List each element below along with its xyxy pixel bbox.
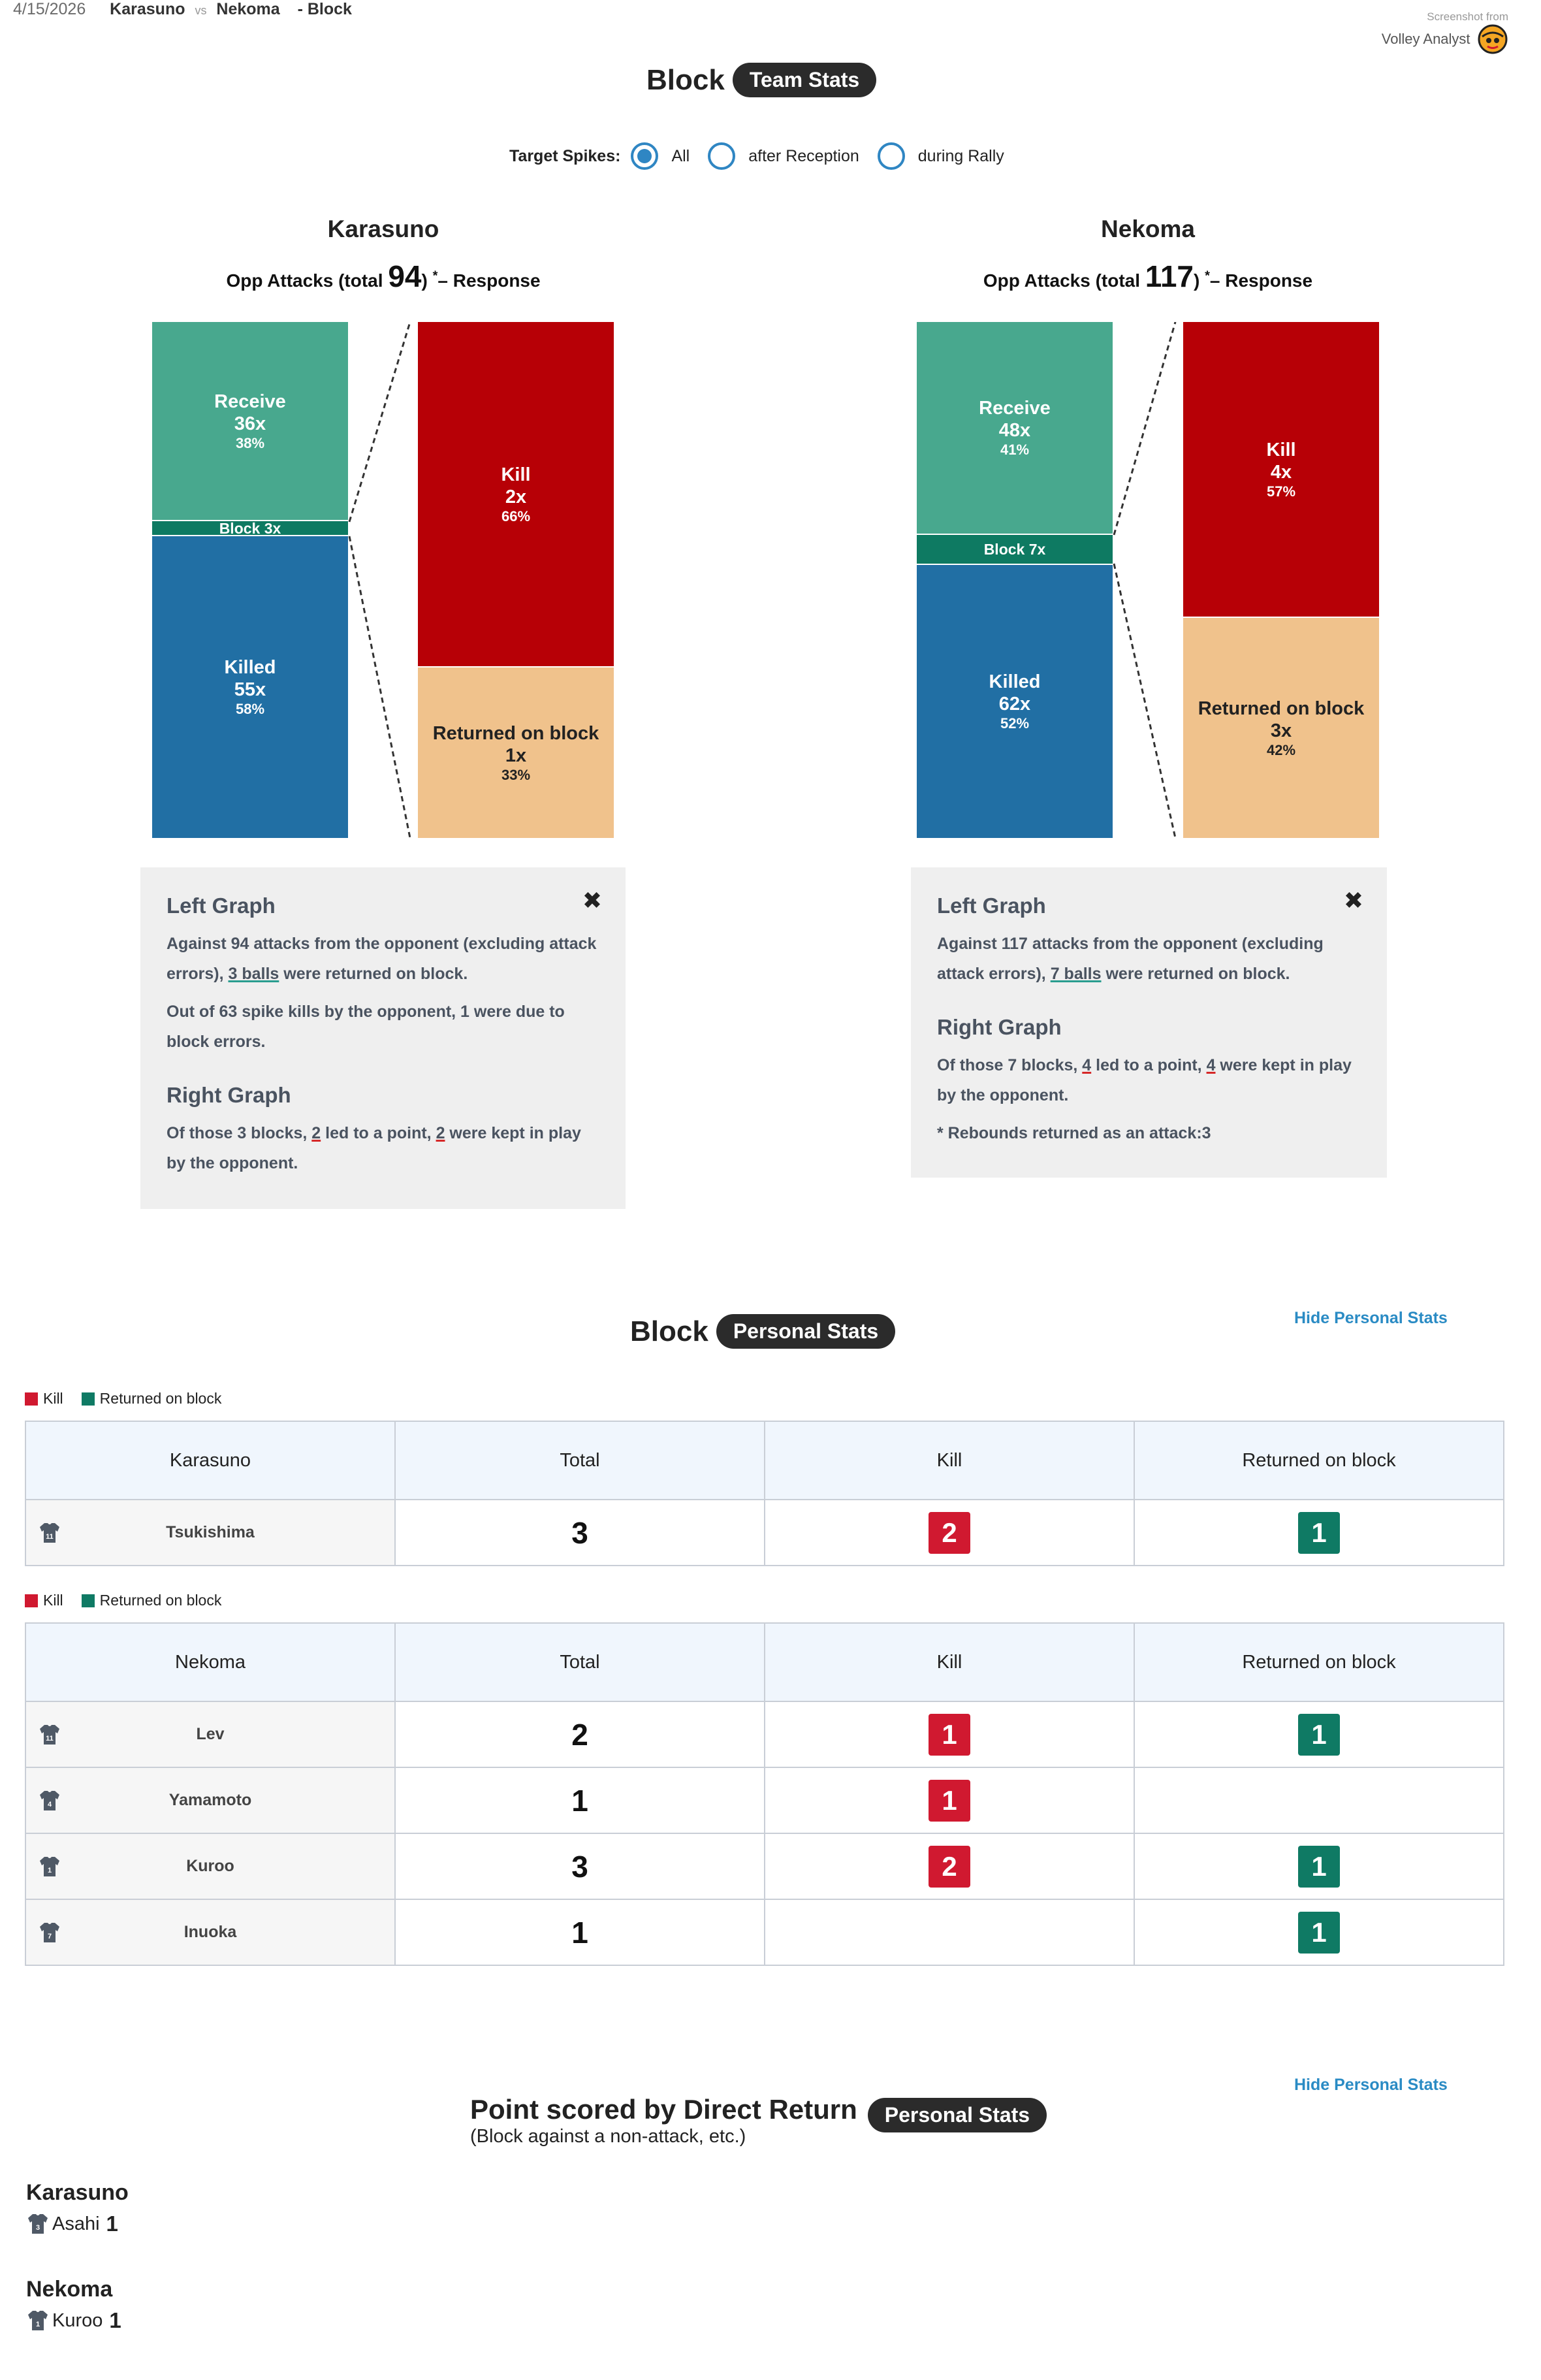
segment-pct: 66% (501, 507, 531, 524)
returned-cell (1134, 1833, 1504, 1899)
opp-attacks-asterisk: * (432, 268, 438, 283)
jersey-number: 3 (35, 2224, 40, 2232)
app-logo-icon (1477, 24, 1508, 55)
opp-attacks-close: ) (421, 270, 428, 291)
total-column-header[interactable]: Total (395, 1623, 765, 1701)
table-header-row (25, 1623, 1504, 1701)
kill-cell (765, 1701, 1134, 1767)
table-header-row (25, 1421, 1504, 1500)
segment-label: Kill (501, 464, 531, 485)
returned-cell (1134, 1899, 1504, 1965)
info-balls-highlight: 7 balls (1050, 965, 1102, 983)
karasuno-returned-segment (418, 667, 614, 838)
nekoma-info-box (911, 867, 1387, 1178)
personal-stats-legend (25, 1592, 240, 1609)
player-name[interactable]: Kuroo (186, 1857, 234, 1875)
segment-label: Killed (989, 671, 1041, 692)
kill-cell (765, 1833, 1134, 1899)
karasuno-killed-segment (152, 536, 348, 838)
opp-attacks-suffix: – Response (1209, 270, 1313, 291)
kill-cell (765, 1899, 1134, 1965)
left-graph-text (167, 929, 599, 989)
direct-return-subtitle: (Block against a non-attack, etc.) (470, 2126, 746, 2147)
direct-return-heading (470, 2086, 1047, 2147)
rebounds-note: * Rebounds returned as an attack:3 (937, 1124, 1211, 1142)
table-row (25, 1833, 1504, 1899)
right-graph-text (937, 1050, 1361, 1110)
direct-return-player (26, 2308, 121, 2333)
direct-return-pill: Personal Stats (868, 2098, 1047, 2132)
kill-column-header[interactable]: Kill (765, 1623, 1134, 1701)
returned-legend-swatch (82, 1594, 95, 1607)
close-icon[interactable]: ✖ (1343, 887, 1363, 914)
radio-during-rally-label: during Rally (917, 146, 1004, 165)
target-spikes-filter (509, 142, 1023, 170)
karasuno-block-segment (152, 520, 348, 536)
player-cell (25, 1701, 395, 1767)
total-cell: 1 (395, 1899, 765, 1965)
opp-attacks-suffix: – Response (437, 270, 541, 291)
player-cell (25, 1833, 395, 1899)
home-team-name: Karasuno (110, 0, 185, 18)
match-header (13, 0, 352, 19)
radio-after-reception-circle[interactable] (708, 142, 735, 170)
personal-stats-title: Block (630, 1315, 708, 1347)
returned-count-badge: 1 (1298, 1912, 1340, 1954)
info-text: Of those 3 blocks, (167, 1124, 312, 1142)
close-icon[interactable]: ✖ (582, 887, 602, 914)
jersey-icon (38, 1723, 61, 1746)
direct-return-title: Point scored by Direct Return (470, 2093, 857, 2125)
returned-cell (1134, 1701, 1504, 1767)
kill-cell (765, 1767, 1134, 1833)
nekoma-panel-title: Nekoma (1101, 216, 1195, 242)
nekoma-block-segment (917, 534, 1113, 565)
returned-count-badge: 1 (1298, 1512, 1340, 1554)
personal-stats-heading (630, 1314, 895, 1349)
info-text: were returned on block. (1101, 965, 1290, 983)
radio-after-reception[interactable] (708, 142, 859, 170)
jersey-number: 1 (35, 2321, 40, 2328)
segment-pct: 52% (1000, 715, 1030, 732)
radio-during-rally-circle[interactable] (878, 142, 905, 170)
target-spikes-label: Target Spikes: (509, 146, 621, 165)
returned-legend-swatch (82, 1392, 95, 1406)
left-graph-title: Left Graph (937, 893, 1046, 918)
right-graph-title: Right Graph (937, 1015, 1062, 1039)
total-cell: 3 (395, 1833, 765, 1899)
kill-count-badge: 1 (929, 1714, 970, 1756)
info-points-highlight: 4 (1082, 1056, 1092, 1074)
kill-count-badge: 2 (929, 1846, 970, 1888)
segment-label: Receive (214, 391, 286, 412)
radio-selected-dot (637, 149, 652, 163)
info-text: were kept in play by the opponent. (937, 1056, 1352, 1104)
karasuno-block-table (25, 1421, 1504, 1566)
karasuno-connector-lines (348, 322, 418, 839)
team-stats-pill: Team Stats (733, 63, 876, 97)
segment-label: Kill (1266, 439, 1296, 460)
app-name: Volley Analyst (1381, 31, 1470, 47)
personal-stats-legend (25, 1390, 240, 1407)
kill-count-badge: 1 (929, 1780, 970, 1822)
direct-return-count: 1 (106, 2211, 118, 2236)
info-text: were returned on block. (279, 965, 468, 983)
segment-count: 1x (505, 745, 527, 766)
opp-attacks-total: 117 (1145, 259, 1194, 293)
team-stats-title: Block (646, 63, 725, 96)
jersey-icon (38, 1521, 61, 1545)
karasuno-opp-attacks-subtitle (122, 259, 644, 294)
jersey-number: 1 (47, 1866, 52, 1874)
player-cell (25, 1767, 395, 1833)
radio-all-label: All (671, 146, 690, 165)
direct-return-count: 1 (109, 2308, 121, 2332)
total-cell: 2 (395, 1701, 765, 1767)
returned-column-header[interactable]: Returned on block (1134, 1623, 1504, 1701)
returned-cell (1134, 1500, 1504, 1566)
radio-during-rally[interactable] (878, 142, 1004, 170)
nekoma-block-table (25, 1622, 1504, 1966)
kill-cell (765, 1500, 1134, 1566)
kill-legend-label: Kill (43, 1390, 63, 1407)
returned-column-header[interactable]: Returned on block (1134, 1421, 1504, 1500)
segment-label: Returned on block (1198, 698, 1365, 719)
hide-direct-return-link[interactable]: Hide Personal Stats (1294, 2076, 1448, 2094)
radio-all[interactable] (631, 142, 690, 170)
radio-after-reception-label: after Reception (748, 146, 859, 165)
info-points-highlight: 2 (311, 1124, 321, 1142)
hide-personal-stats-link[interactable]: Hide Personal Stats (1294, 1309, 1448, 1327)
table-row (25, 1701, 1504, 1767)
info-text: led to a point, (321, 1124, 436, 1142)
match-date: 4/15/2026 (13, 0, 86, 18)
nekoma-killed-segment (917, 565, 1113, 838)
segment-count: 36x (234, 413, 266, 434)
vs-label: vs (195, 4, 207, 17)
kill-column-header[interactable]: Kill (765, 1421, 1134, 1500)
info-kept-highlight: 2 (436, 1124, 445, 1142)
opp-attacks-prefix: Opp Attacks (total (983, 270, 1145, 291)
section-label: - Block (297, 0, 352, 18)
segment-count: 62x (998, 694, 1031, 715)
karasuno-panel-title: Karasuno (327, 216, 439, 242)
table-row (25, 1500, 1504, 1566)
returned-legend-label: Returned on block (99, 1592, 222, 1609)
screenshot-from-label: Screenshot from (1427, 10, 1508, 23)
total-column-header[interactable]: Total (395, 1421, 765, 1500)
info-text: were kept in play by the opponent. (167, 1124, 581, 1172)
jersey-number: 7 (47, 1932, 52, 1940)
player-name[interactable]: Tsukishima (166, 1523, 255, 1541)
info-text: Of those 7 blocks, (937, 1056, 1083, 1074)
segment-label: Killed (224, 657, 276, 678)
total-cell: 3 (395, 1500, 765, 1566)
block-errors-text: Out of 63 spike kills by the opponent, 1 were due to block errors. (167, 1003, 565, 1051)
jersey-number: 11 (46, 1734, 54, 1743)
segment-label: Receive (979, 398, 1051, 419)
team-column-header[interactable]: Nekoma (25, 1623, 395, 1701)
table-row (25, 1767, 1504, 1833)
segment-count: 3x (1270, 720, 1292, 741)
info-balls-highlight: 3 balls (228, 965, 279, 983)
returned-cell (1134, 1767, 1504, 1833)
jersey-number: 11 (46, 1532, 54, 1541)
karasuno-kill-segment (418, 322, 614, 666)
jersey-icon (38, 1789, 61, 1812)
direct-return-karasuno-team: Karasuno (26, 2180, 129, 2205)
segment-pct: 41% (1000, 442, 1030, 458)
player-name[interactable]: Kuroo (52, 2309, 103, 2331)
jersey-icon (26, 2309, 50, 2332)
total-cell: 1 (395, 1767, 765, 1833)
kill-legend-swatch (25, 1594, 38, 1607)
returned-count-badge: 1 (1298, 1846, 1340, 1888)
info-text: led to a point, (1091, 1056, 1207, 1074)
kill-count-badge: 2 (929, 1512, 970, 1554)
segment-count: 55x (234, 679, 266, 700)
karasuno-receive-segment (152, 322, 348, 520)
away-team-name: Nekoma (216, 0, 280, 18)
jersey-icon (38, 1855, 61, 1878)
segment-label: Block 3x (219, 519, 281, 537)
segment-count: 48x (998, 420, 1031, 441)
nekoma-receive-segment (917, 322, 1113, 534)
kill-legend-swatch (25, 1392, 38, 1406)
segment-pct: 42% (1266, 741, 1296, 758)
info-text: Against 94 attacks from the opponent (excluding attack errors), (167, 935, 597, 983)
segment-pct: 58% (235, 701, 265, 717)
player-cell (25, 1899, 395, 1965)
jersey-number: 4 (47, 1800, 52, 1809)
nekoma-opp-attacks-subtitle (887, 259, 1409, 294)
nekoma-connector-lines (1113, 322, 1183, 839)
personal-stats-pill: Personal Stats (716, 1314, 895, 1349)
segment-pct: 57% (1266, 483, 1296, 500)
direct-return-nekoma-team: Nekoma (26, 2277, 113, 2302)
direct-return-player (26, 2211, 118, 2236)
table-row (25, 1899, 1504, 1965)
segment-count: 4x (1270, 461, 1292, 483)
player-name[interactable]: Asahi (52, 2213, 100, 2234)
kill-legend-label: Kill (43, 1592, 63, 1609)
opp-attacks-prefix: Opp Attacks (total (226, 270, 389, 291)
nekoma-kill-segment (1183, 322, 1379, 617)
jersey-icon (38, 1921, 61, 1944)
info-kept-highlight: 4 (1206, 1056, 1216, 1074)
player-name[interactable]: Lev (196, 1725, 225, 1743)
segment-pct: 38% (235, 434, 265, 451)
right-graph-text (167, 1118, 599, 1178)
player-name[interactable]: Inuoka (183, 1923, 237, 1941)
returned-legend-label: Returned on block (99, 1390, 222, 1407)
radio-all-circle[interactable] (631, 142, 658, 170)
team-stats-heading (646, 63, 876, 97)
karasuno-info-box (140, 867, 626, 1209)
jersey-icon (26, 2212, 50, 2236)
right-graph-title: Right Graph (167, 1083, 291, 1107)
left-graph-text (937, 929, 1361, 989)
player-name[interactable]: Yamamoto (168, 1791, 252, 1809)
info-text: Against 117 attacks from the opponent (excluding attack errors), (937, 935, 1324, 983)
nekoma-returned-segment (1183, 618, 1379, 838)
segment-label: Block 7x (983, 541, 1046, 558)
opp-attacks-total: 94 (388, 259, 422, 293)
segment-pct: 33% (501, 766, 531, 783)
opp-attacks-close: ) (1194, 270, 1200, 291)
opp-attacks-asterisk: * (1205, 268, 1210, 283)
segment-count: 2x (505, 486, 527, 507)
player-cell (25, 1500, 395, 1566)
brand-watermark (1382, 10, 1508, 55)
team-column-header[interactable]: Karasuno (25, 1421, 395, 1500)
left-graph-title: Left Graph (167, 893, 276, 918)
segment-label: Returned on block (432, 722, 599, 744)
returned-count-badge: 1 (1298, 1714, 1340, 1756)
